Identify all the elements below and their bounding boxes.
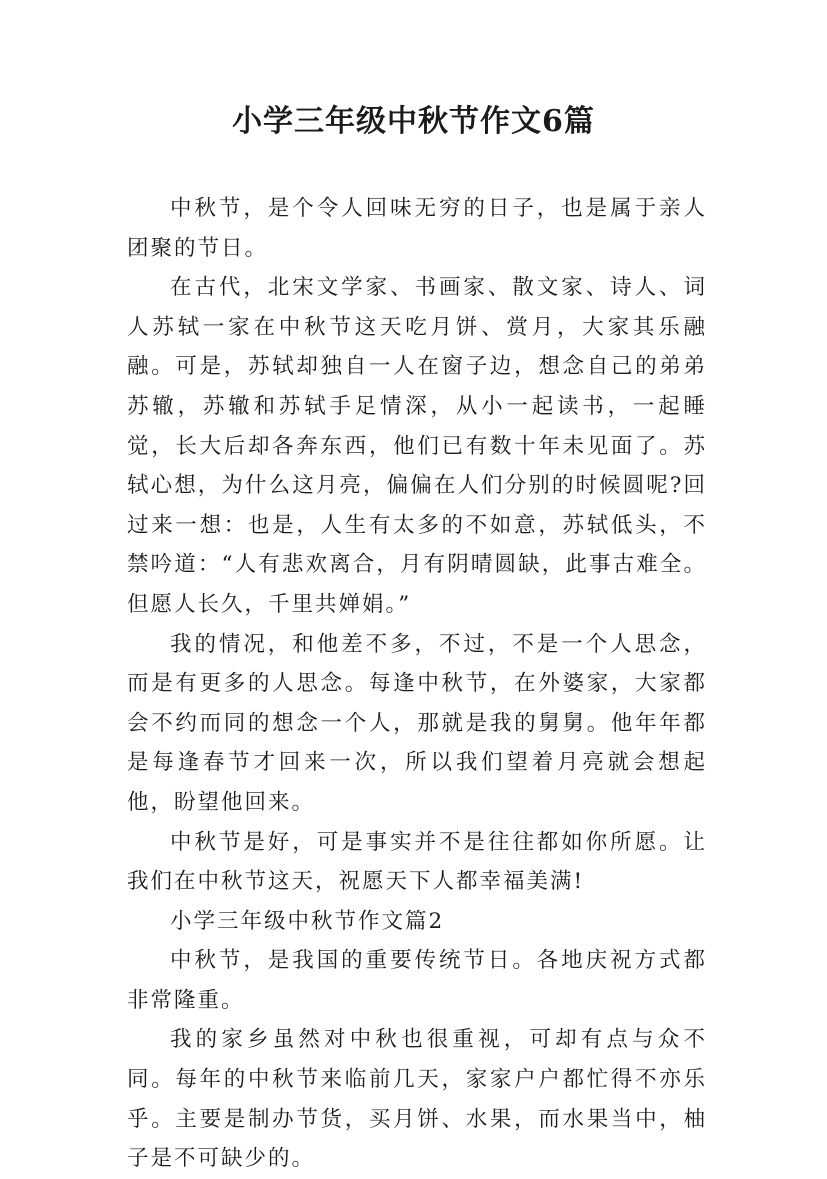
document-title: 小学三年级中秋节作文6篇 <box>232 104 595 139</box>
paragraph: 中秋节，是我国的重要传统节日。各地庆祝方式都非常隆重。 <box>127 948 707 1013</box>
paragraph: 中秋节，是个令人回味无穷的日子，也是属于亲人团聚的节日。 <box>127 196 707 261</box>
document-body <box>127 189 707 1179</box>
paragraph: 在古代，北宋文学家、书画家、散文家、诗人、词人苏轼一家在中秋节这天吃月饼、赏月，大家其乐融融。可是，苏轼却独自一人在窗子边，想念自己的弟弟苏辙，苏辙和苏轼手足情深，从小一起读书，一起睡觉，长大后却各奔东西，他们已有数十年未见面了。苏轼心想，为什么这月亮，偏偏在人们分别的时候圆呢?回过来一想：也是，人生有太多的不如意，苏轼低头，不禁吟道：“人有悲欢离合，月有阴晴圆缺，此事古难全。但愿人长久，千里共婵娟。” <box>127 275 707 617</box>
paragraph: 中秋节是好，可是事实并不是往往都如你所愿。让我们在中秋节这天，祝愿天下人都幸福美满! <box>127 829 707 895</box>
paragraph: 我的家乡虽然对中秋也很重视，可却有点与众不同。每年的中秋节来临前几天，家家户户都忙得不亦乐乎。主要是制办节货，买月饼、水果，而水果当中，柚子是不可缺少的。 <box>127 1027 707 1172</box>
paragraph: 我的情况，和他差不多，不过，不是一个人思念，而是有更多的人思念。每逢中秋节，在外婆家，大家都会不约而同的想念一个人，那就是我的舅舅。他年年都是每逢春节才回来一次，所以我们望着月亮就会想起他，盼望他回来。 <box>127 631 707 815</box>
section-heading: 小学三年级中秋节作文篇2 <box>170 908 445 934</box>
